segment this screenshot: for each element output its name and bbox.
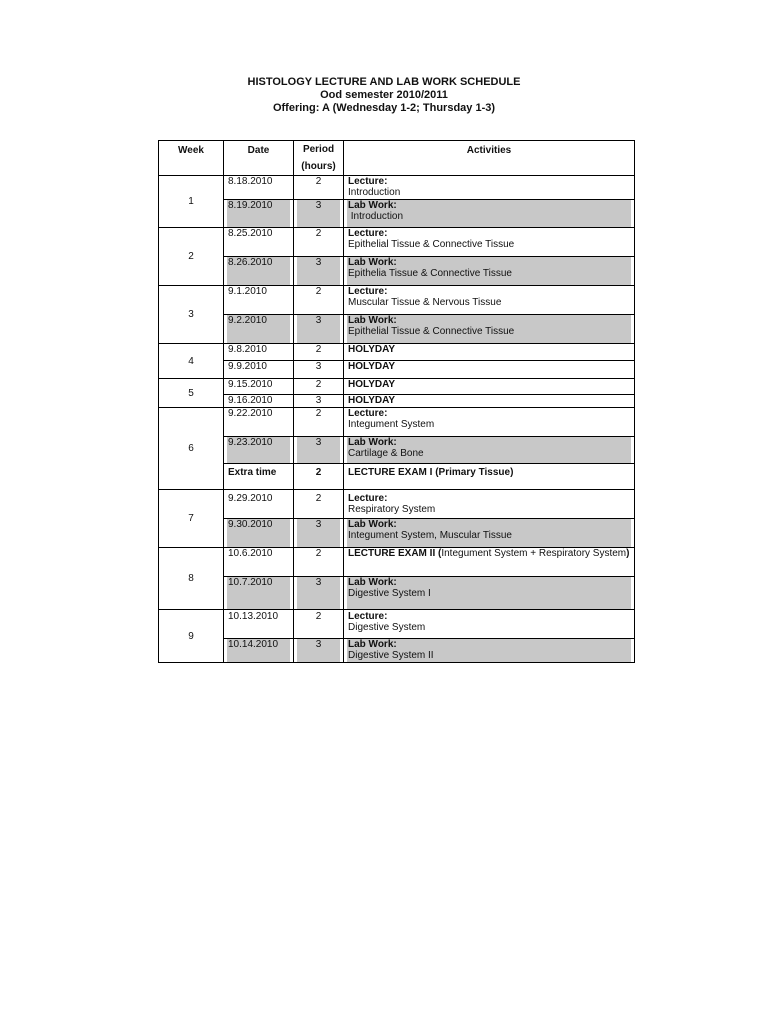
activity-type: Lecture: [348,228,388,239]
period-cell: 3 [294,639,344,663]
date-cell: 9.15.2010 [224,379,294,395]
week-cell: 4 [159,344,224,379]
activity-cell [344,200,635,228]
activity-type: Lecture: [348,176,388,187]
table-row [159,408,635,437]
activity-cell [344,490,635,519]
document-header [0,76,768,115]
period-cell: 2 [294,176,344,200]
week-cell: 2 [159,228,224,286]
activity-type: Lab Work: [348,437,397,448]
activity-type: Lecture: [348,408,388,419]
activity-desc: Integument System [348,419,435,430]
date-cell: 10.6.2010 [224,548,294,577]
week-cell: 5 [159,379,224,408]
activity-cell [344,228,635,257]
column-header-week: Week [159,141,224,176]
date-cell: 8.25.2010 [224,228,294,257]
table-row [159,228,635,257]
date-cell: 8.19.2010 [224,200,294,228]
activity-close: ) [626,548,630,559]
date-cell: 8.18.2010 [224,176,294,200]
table-row [159,315,635,344]
activity-desc: Integument System + Respiratory System [441,548,627,559]
week-cell: 3 [159,286,224,344]
week-cell: 9 [159,610,224,663]
activity-desc: Digestive System [348,622,426,633]
date-cell: 9.8.2010 [224,344,294,361]
period-cell: 3 [294,200,344,228]
activity-desc: Introduction [348,187,401,198]
activity-cell [344,610,635,639]
table-header-row [159,141,635,176]
activity-desc: Epithelial Tissue & Connective Tissue [348,326,515,337]
period-cell: 3 [294,315,344,344]
table-row [159,548,635,577]
period-cell: 3 [294,577,344,610]
date-cell: Extra time [224,464,294,490]
period-cell: 3 [294,437,344,464]
activity-desc: Epithelial Tissue & Connective Tissue [348,239,515,250]
date-cell: 9.22.2010 [224,408,294,437]
date-cell: 8.26.2010 [224,257,294,286]
schedule-table [158,140,635,663]
period-cell: 2 [294,286,344,315]
activity-cell [344,176,635,200]
table-row [159,437,635,464]
column-header-period [294,141,344,176]
activity-type: Lab Work: [348,257,397,268]
activity-type: LECTURE EXAM II ( [348,548,442,559]
table-row [159,257,635,286]
activity-type: Lecture: [348,493,388,504]
period-cell: 3 [294,519,344,548]
column-header-date: Date [224,141,294,176]
activity-desc: Cartilage & Bone [348,448,424,459]
table-row [159,610,635,639]
activity-cell: HOLYDAY [344,379,635,395]
date-cell: 9.16.2010 [224,395,294,408]
period-cell: 3 [294,395,344,408]
period-cell: 2 [294,344,344,361]
table-row [159,379,635,395]
period-label: Period [302,144,335,155]
semester-line: Ood semester 2010/2011 [320,89,448,101]
week-cell: 6 [159,408,224,490]
period-cell: 2 [294,490,344,519]
activity-type: Lecture: [348,611,388,622]
activity-cell [344,408,635,437]
activity-type: Lab Work: [348,315,397,326]
activity-desc: Muscular Tissue & Nervous Tissue [348,297,502,308]
activity-cell: HOLYDAY [344,361,635,379]
period-cell: 2 [294,408,344,437]
period-cell: 2 [294,464,344,490]
period-cell: 2 [294,610,344,639]
table-row [159,395,635,408]
table-row [159,464,635,490]
activity-cell [344,286,635,315]
period-cell: 3 [294,257,344,286]
table-row [159,639,635,663]
document-title: HISTOLOGY LECTURE AND LAB WORK SCHEDULE [247,76,521,88]
activity-cell [344,519,635,548]
activity-desc: Respiratory System [348,504,436,515]
activity-desc: Digestive System II [348,650,434,661]
activity-cell [344,315,635,344]
activity-cell [344,257,635,286]
date-cell: 10.14.2010 [224,639,294,663]
date-cell: 9.9.2010 [224,361,294,379]
date-cell: 9.2.2010 [224,315,294,344]
table-row [159,577,635,610]
activity-cell [344,548,635,577]
period-cell: 2 [294,379,344,395]
table-row [159,519,635,548]
activity-cell: HOLYDAY [344,344,635,361]
activity-cell: LECTURE EXAM I (Primary Tissue) [344,464,635,490]
activity-cell [344,577,635,610]
date-cell: 10.13.2010 [224,610,294,639]
table-row [159,176,635,200]
table-row [159,286,635,315]
activity-desc: Epithelia Tissue & Connective Tissue [348,268,512,279]
offering-line: Offering: A (Wednesday 1-2; Thursday 1-3) [272,102,496,114]
week-cell: 1 [159,176,224,228]
period-unit: (hours) [301,161,336,172]
activity-type: Lab Work: [348,639,397,650]
activity-type: Lecture: [348,286,388,297]
activity-desc: Integument System, Muscular Tissue [348,530,512,541]
activity-cell [344,437,635,464]
table-row [159,490,635,519]
date-cell: 9.1.2010 [224,286,294,315]
activity-desc: Introduction [348,211,404,222]
period-cell: 3 [294,361,344,379]
week-cell: 8 [159,548,224,610]
table-row [159,200,635,228]
activity-desc: Digestive System I [348,588,431,599]
column-header-activities: Activities [344,141,635,176]
period-cell: 2 [294,228,344,257]
activity-cell [344,639,635,663]
activity-type: Lab Work: [348,577,397,588]
period-cell: 2 [294,548,344,577]
activity-type: Lab Work: [348,519,397,530]
date-cell: 9.30.2010 [224,519,294,548]
activity-cell: HOLYDAY [344,395,635,408]
date-cell: 9.23.2010 [224,437,294,464]
table-row [159,361,635,379]
date-cell: 9.29.2010 [224,490,294,519]
week-cell: 7 [159,490,224,548]
activity-type: Lab Work: [348,200,397,211]
table-row [159,344,635,361]
date-cell: 10.7.2010 [224,577,294,610]
